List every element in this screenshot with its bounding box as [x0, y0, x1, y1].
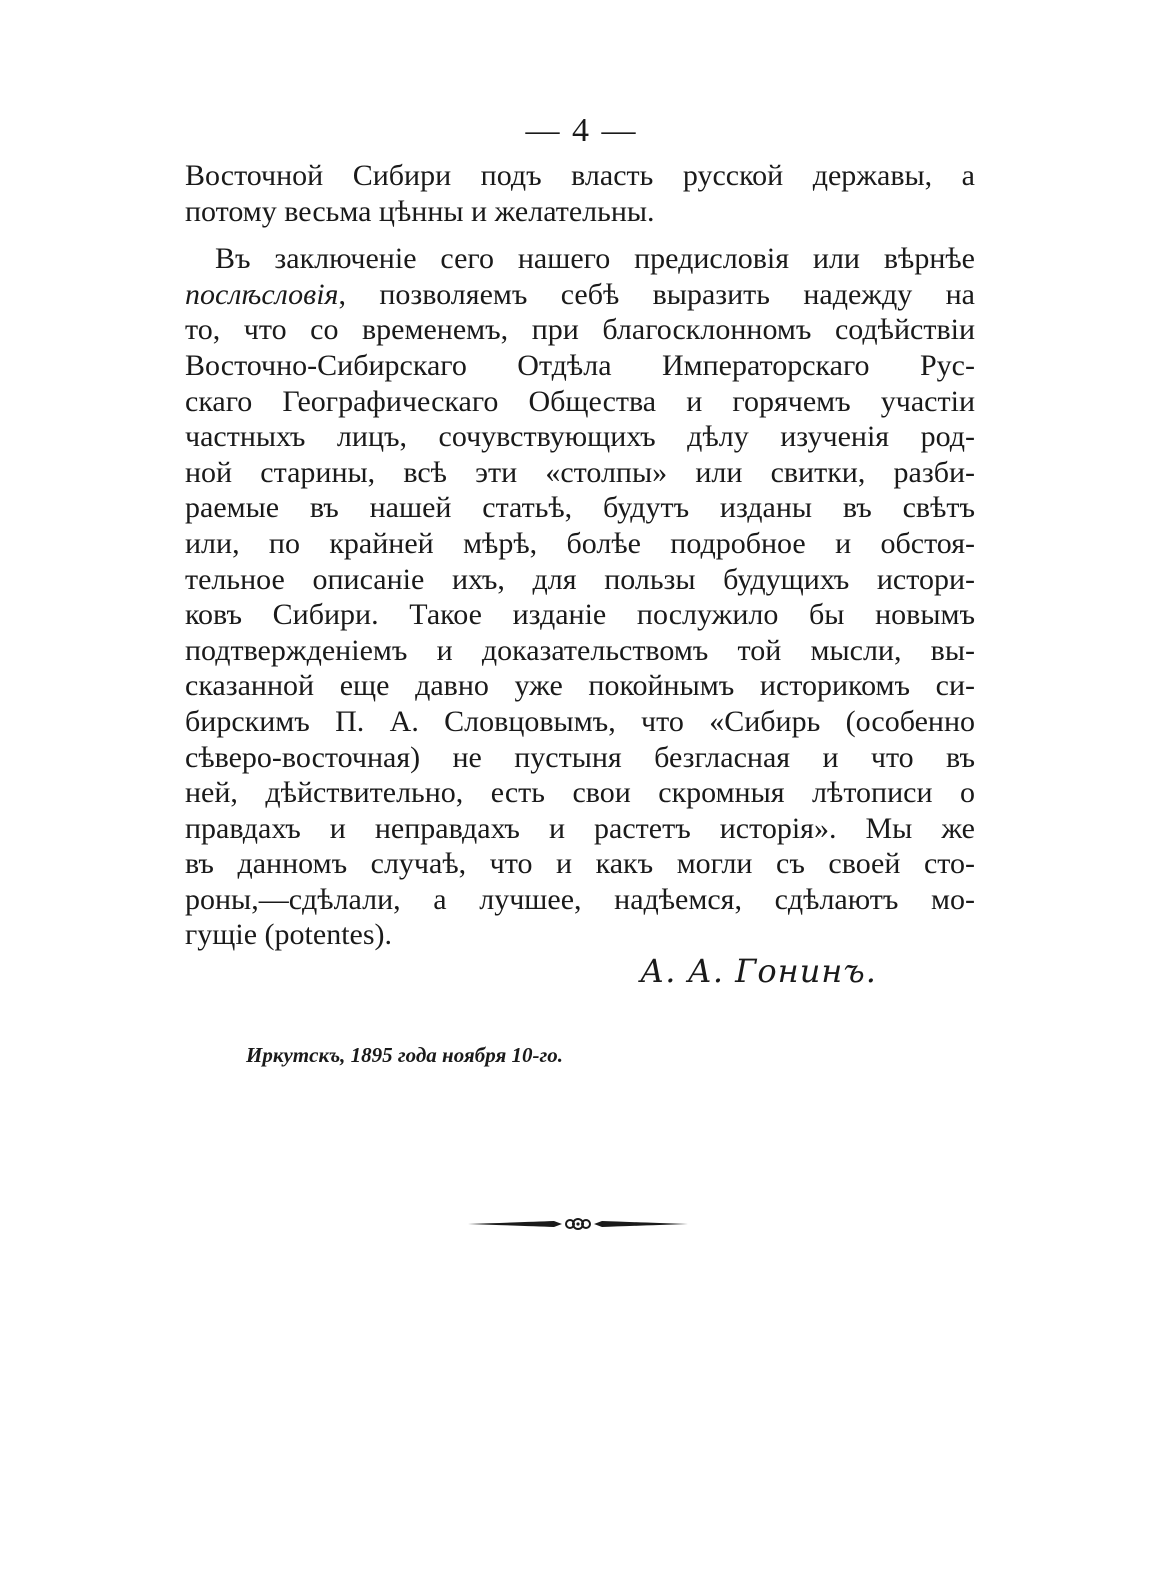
text-line: ней, дѣйствительно, есть свои скромныя лѣтописи о: [185, 776, 975, 810]
page-number: — 4 —: [525, 112, 638, 149]
text-line: Восточной Сибири подъ власть русской державы, а: [185, 159, 975, 192]
text-line: или, по крайней мѣрѣ, болѣе подробное и обстоя-: [185, 526, 975, 560]
text-line: то, что со временемъ, при благосклонномъ содѣйствіи: [185, 313, 975, 347]
body-text: [185, 158, 975, 953]
text-line: тельное описаніе ихъ, для пользы будущихъ истори-: [185, 562, 975, 596]
text-run: , позволяемъ себѣ выразить надежду на: [338, 277, 975, 311]
text-line: раемые въ нашей статьѣ, будутъ изданы въ свѣтъ: [185, 491, 975, 525]
text-line: потому весьма цѣнны и желательны.: [185, 194, 655, 228]
text-line: роны,—сдѣлали, а лучшее, надѣемся, сдѣлаютъ мо-: [185, 882, 975, 916]
text-line: бирскимъ П. А. Словцовымъ, что «Сибирь (особенно: [185, 704, 975, 738]
text-line: въ данномъ случаѣ, что и какъ могли съ своей сто-: [185, 847, 975, 881]
text-line: правдахъ и неправдахъ и растетъ исторія». Мы же: [185, 811, 975, 845]
text-line: сѣверо-восточная) не пустыня безгласная и что въ: [185, 740, 975, 774]
emphasized-word: послѣсловія: [185, 277, 339, 311]
text-line: частныхъ лицъ, сочувствующихъ дѣлу изученія род-: [185, 420, 975, 454]
text-line: гущіе (potentes).: [185, 918, 393, 952]
text-line: скаго Географическаго Общества и горячемъ участіи: [185, 384, 975, 418]
text-line: Въ заключеніе сего нашего предисловія или вѣрнѣе: [215, 242, 975, 276]
ornament-divider-icon: [466, 1212, 690, 1236]
author-signature: А. А. Гонинъ.: [640, 952, 877, 990]
paragraph-continuation: [185, 158, 975, 229]
text-line: подтвержденіемъ и доказательствомъ той мысли, вы-: [185, 633, 975, 667]
text-line: ной старины, всѣ эти «столпы» или свитки, разби-: [185, 455, 975, 489]
place-date-line: Иркутскъ, 1895 года ноября 10-го.: [246, 1043, 564, 1067]
text-line: сказанной еще давно уже покойнымъ историкомъ си-: [185, 669, 975, 703]
text-line: ковъ Сибири. Такое изданіе послужило бы новымъ: [185, 598, 975, 632]
text-line-mixed: [185, 277, 975, 313]
paragraph-afterword: [185, 241, 975, 953]
text-line: Восточно-Сибирскаго Отдѣла Императорскаго Рус-: [185, 348, 975, 382]
